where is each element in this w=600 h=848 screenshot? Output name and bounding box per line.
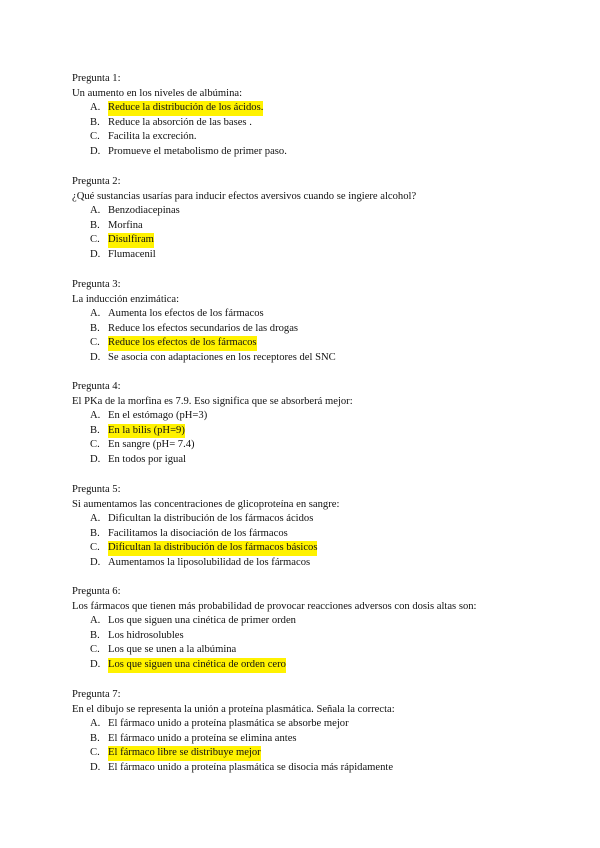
option-text: Los que se unen a la albúmina — [108, 644, 237, 656]
option-text: Reduce los efectos secundarios de las drogas — [108, 322, 299, 334]
option-letter: C. — [90, 542, 100, 554]
question-title: Pregunta 1: — [72, 73, 121, 84]
option-text: Reduce los efectos de los fármacos — [108, 336, 257, 351]
option-text: En sangre (pH= 7.4) — [108, 439, 195, 451]
option-text: Reduce la absorción de las bases . — [108, 116, 252, 128]
option-letter: D. — [90, 453, 101, 465]
question-stem: ¿Qué sustancias usarías para inducir efectos aversivos cuando se ingiere alcohol? — [72, 190, 417, 202]
question-stem: En el dibujo se representa la unión a proteína plasmática. Señala la correcta: — [72, 703, 395, 715]
option-letter: C. — [90, 337, 100, 349]
option-a — [72, 512, 572, 527]
question-stem: Si aumentamos las concentraciones de glicoproteína en sangre: — [72, 498, 340, 510]
option-d — [72, 761, 572, 776]
option-text: Facilitamos la disociación de los fármacos — [108, 527, 288, 539]
option-text: Promueve el metabolismo de primer paso. — [108, 145, 287, 157]
option-list — [72, 204, 572, 262]
option-letter: A. — [90, 308, 101, 320]
option-b — [72, 629, 572, 644]
option-text: Los hidrosolubles — [108, 629, 184, 641]
option-letter: C. — [90, 439, 100, 451]
option-letter: D. — [90, 556, 101, 568]
question-2 — [72, 175, 572, 263]
option-text: En todos por igual — [108, 453, 186, 465]
option-letter: C. — [90, 131, 100, 143]
option-list — [72, 101, 572, 159]
option-d — [72, 556, 572, 571]
option-d — [72, 351, 572, 366]
option-letter: A. — [90, 410, 101, 422]
option-d — [72, 453, 572, 468]
option-text: El fármaco unido a proteína plasmática se absorbe mejor — [108, 718, 349, 730]
option-c — [72, 541, 572, 556]
option-text: El fármaco unido a proteína plasmática se disocia más rápidamente — [108, 761, 394, 773]
option-letter: D. — [90, 248, 101, 260]
option-text: Flumacenil — [108, 248, 156, 260]
option-d — [72, 248, 572, 263]
option-c — [72, 746, 572, 761]
question-title: Pregunta 3: — [72, 279, 121, 290]
option-text: Facilita la excreción. — [108, 131, 197, 143]
option-c — [72, 643, 572, 658]
option-b — [72, 527, 572, 542]
question-title: Pregunta 2: — [72, 176, 121, 187]
option-letter: A. — [90, 718, 101, 730]
option-d — [72, 658, 572, 673]
option-text: Aumentamos la liposolubilidad de los fármacos — [108, 556, 311, 568]
option-text: Benzodiacepinas — [108, 205, 180, 217]
option-letter: B. — [90, 527, 100, 539]
option-text: En la bilis (pH=9) — [108, 424, 185, 439]
option-a — [72, 101, 572, 116]
option-text: El fármaco unido a proteína se elimina antes — [108, 732, 297, 744]
option-b — [72, 219, 572, 234]
option-letter: B. — [90, 732, 100, 744]
option-b — [72, 322, 572, 337]
question-stem: La inducción enzimática: — [72, 293, 180, 305]
option-letter: C. — [90, 747, 100, 759]
option-list — [72, 717, 572, 775]
question-title: Pregunta 4: — [72, 381, 121, 392]
option-text: Morfina — [108, 219, 143, 231]
option-letter: B. — [90, 116, 100, 128]
question-title: Pregunta 6: — [72, 586, 121, 597]
question-4 — [72, 380, 572, 468]
option-c — [72, 438, 572, 453]
option-a — [72, 614, 572, 629]
question-stem: El PKa de la morfina es 7.9. Eso significa que se absorberá mejor: — [72, 395, 353, 407]
option-c — [72, 233, 572, 248]
option-letter: A. — [90, 102, 101, 114]
option-list — [72, 614, 572, 672]
option-c — [72, 336, 572, 351]
option-text: Dificultan la distribución de los fármacos ácidos — [108, 513, 314, 525]
option-letter: D. — [90, 351, 101, 363]
option-b — [72, 116, 572, 131]
option-b — [72, 732, 572, 747]
option-text: Se asocia con adaptaciones en los receptores del SNC — [108, 351, 336, 363]
option-a — [72, 409, 572, 424]
option-text: Aumenta los efectos de los fármacos — [108, 308, 264, 320]
option-letter: A. — [90, 513, 101, 525]
question-6 — [72, 585, 572, 673]
option-letter: B. — [90, 219, 100, 231]
option-letter: B. — [90, 424, 100, 436]
question-3 — [72, 278, 572, 366]
option-a — [72, 307, 572, 322]
option-c — [72, 130, 572, 145]
question-5 — [72, 483, 572, 571]
option-list — [72, 307, 572, 365]
option-letter: B. — [90, 322, 100, 334]
option-text: El fármaco libre se distribuye mejor — [108, 746, 261, 761]
option-text: En el estómago (pH=3) — [108, 410, 208, 422]
option-text: Los que siguen una cinética de orden cero — [108, 658, 286, 673]
question-stem: Los fármacos que tienen más probabilidad de provocar reacciones adversos con dosis altas son: — [72, 600, 477, 612]
question-1 — [72, 72, 572, 160]
option-text: Disulfiram — [108, 233, 154, 248]
option-letter: D. — [90, 145, 101, 157]
option-letter: A. — [90, 615, 101, 627]
option-a — [72, 717, 572, 732]
option-letter: C. — [90, 234, 100, 246]
option-text: Los que siguen una cinética de primer orden — [108, 615, 296, 627]
option-d — [72, 145, 572, 160]
question-title: Pregunta 5: — [72, 484, 121, 495]
option-b — [72, 424, 572, 439]
option-letter: A. — [90, 205, 101, 217]
option-letter: B. — [90, 629, 100, 641]
option-list — [72, 409, 572, 467]
option-text: Dificultan la distribución de los fármacos básicos — [108, 541, 317, 556]
question-stem: Un aumento en los niveles de albúmina: — [72, 87, 243, 99]
question-7 — [72, 688, 572, 776]
question-title: Pregunta 7: — [72, 689, 121, 700]
option-list — [72, 512, 572, 570]
option-a — [72, 204, 572, 219]
option-text: Reduce la distribución de los ácidos. — [108, 101, 263, 116]
option-letter: D. — [90, 761, 101, 773]
option-letter: C. — [90, 644, 100, 656]
option-letter: D. — [90, 658, 101, 670]
